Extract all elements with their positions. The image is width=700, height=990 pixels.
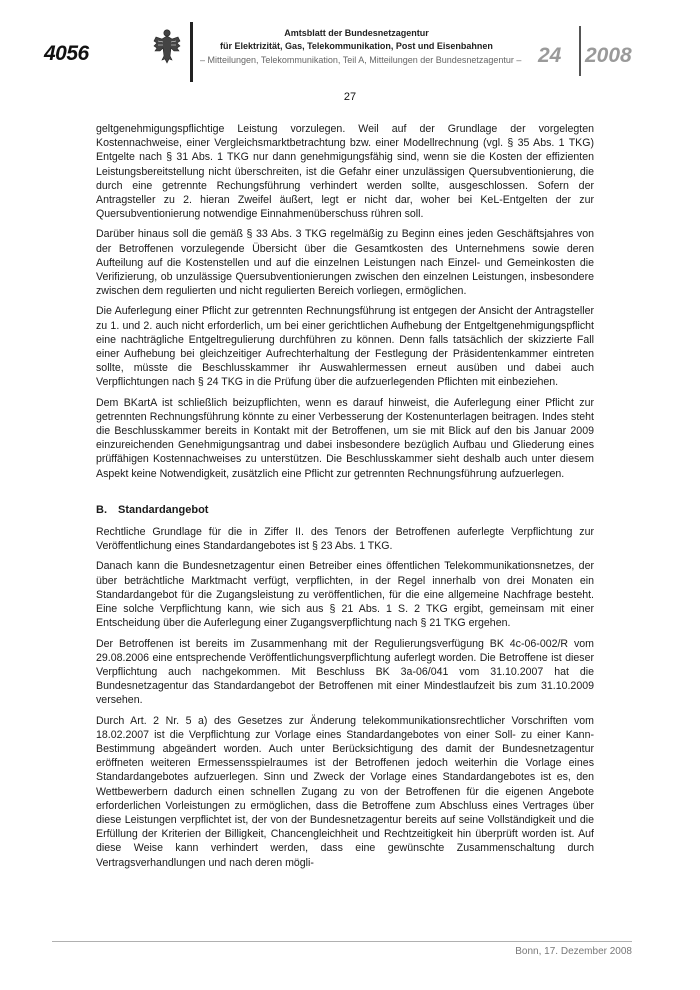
header-divider — [190, 22, 193, 82]
issue-year: 2008 — [585, 44, 632, 67]
body-text — [96, 122, 594, 876]
paragraph: Rechtliche Grundlage für die in Ziffer II. des Tenors der Betroffenen auferlegte Verpflichtung zur Veröffentlichung eines Standardangebotes ist § 23 Abs. 1 TKG. — [96, 526, 594, 553]
paragraph: Darüber hinaus soll die gemäß § 33 Abs. 3 TKG regelmäßig zu Beginn eines jeden Geschäftsjahres von der Betroffenen vorzulegende Übersicht über die Gesamtkosten des Unternehmens sowie deren Aufteilung auf die Kostenstellen und auf die einzelnen Leistungen nach Einzel- und Gemeinkosten die Verifizierung, ob unzulässige Quersubventionierungen zwischen den einzelnen Leistungen, insbesondere zwischen dem regulierten und nicht regulierten Bereich vorliegen, ermöglichen. — [96, 228, 594, 298]
gazette-page-number: 4056 — [44, 42, 89, 65]
issue-number: 24 — [538, 44, 562, 67]
footer-rule — [52, 941, 632, 942]
federal-eagle-icon — [152, 26, 182, 66]
publication-subtitle: für Elektrizität, Gas, Telekommunikation, Post und Eisenbahnen — [220, 41, 493, 51]
section-heading — [96, 503, 594, 517]
section-number: B. — [96, 503, 107, 516]
paragraph: Danach kann die Bundesnetzagentur einen Betreiber eines öffentlichen Telekommunikationsnetzes, der über beträchtliche Marktmacht verfügt, verpflichten, in der Regel innerhalb von drei Monaten ein Standardangebot für die Zugangsleistung zu veröffentlichen, für die eine allgemeine Nachfrage besteht. Eine solche Verpflichtung kann, wie sich aus § 21 Abs. 1 S. 2 TKG ergibt, gemeinsam mit einer Entscheidung über die Auferlegung einer Zugangsverpflichtung nach § 21 TKG ergehen. — [96, 560, 594, 630]
publication-title: Amtsblatt der Bundesnetzagentur — [284, 28, 429, 38]
issue-separator — [579, 26, 581, 76]
paragraph: Der Betroffenen ist bereits im Zusammenhang mit der Regulierungsverfügung BK 4c-06-002/R vom 29.08.2006 eine entsprechende Veröffentlichungsverpflichtung auferlegt worden. Die Betroffene ist dieser Verpflichtung auch nachgekommen. Mit Beschluss BK 3a-06/041 vom 31.10.2007 hat die Bundesnetzagentur das Standardangebot der Betroffenen mit einer Mindestlaufzeit bis zum 31.10.2009 versehen. — [96, 637, 594, 707]
paragraph: Dem BKartA ist schließlich beizupflichten, wenn es darauf hinweist, die Auferlegung einer Pflicht zur getrennten Rechnungsführung könnte zu einer Verbesserung der Kostenunterlagen beitragen. Indes steht die Beschlusskammer bereits in Kontakt mit der Betroffenen, um sie mit Blick auf den bis Januar 2009 einzureichenden Genehmigungsantrag und dabei insbesondere bezüglich Aufbau und Gliederung eines prüffähigen Kostennachweises zu unterstützen. Die Beschlusskammer sieht deshalb auch unter diesem Aspekt keine Notwendigkeit, zusätzlich eine Pflicht zur getrennten Rechnungsführung aufzuerlegen. — [96, 396, 594, 480]
footer-place-date: Bonn, 17. Dezember 2008 — [515, 946, 632, 957]
paragraph: Die Auferlegung einer Pflicht zur getrennten Rechnungsführung ist entgegen der Ansicht der Antragsteller zu 1. und 2. auch nicht erforderlich, um bei einer gerichtlichen Aufhebung der Entgeltgenehmigungspflicht eine nachträgliche Entgeltregulierung durchführen zu können. Denn falls tatsächlich der skizzierte Fall einer Aufhebung bei gleichzeitiger Aufrechterhaltung der Festlegung der Präsidentenkammer eintreten sollte, müsste die Beschlusskammer ihr Auswahlermessen erneut ausüben und dabei auch Verpflichtungen nach § 24 TKG in die Prüfung über die aufzuerlegenden Pflichten mit einbeziehen. — [96, 305, 594, 389]
paragraph: Durch Art. 2 Nr. 5 a) des Gesetzes zur Änderung telekommunikationsrechtlicher Vorschriften vom 18.02.2007 ist die Verpflichtung zur Vorlage eines Standardangebotes von einer Soll- zu einer Kann-Bestimmung abgeändert worden. Auch unter Berücksichtigung des damit der Bundesnetzagentur eröffneten weiteren Ermessensspielraumes ist der Betroffenen jedoch weiterhin die Vorlage eines Standardangebotes aufzuerlegen. Sinn und Zweck der Vorlage eines Standardangebotes ist es, den Wettbewerbern dadurch einen schnellen Zugang zu von der Betroffenen für die eigenen Angebote erforderlichen Vorleistungen zu ermöglichen, dass die Betroffene zum Abschluss eines Vertrages über diese Leistungen verpflichtet ist, der von der Bundesnetzagentur bereits auf seine Vollständigkeit und die Erfüllung der Kriterien der Billigkeit, Chancengleichheit und Rechtzeitigkeit hin überprüft worden ist. Auf diese Weise kann verhindert werden, dass eine gewünschte Zusammenschaltung durch Vertragsverhandlungen und nach deren mögli- — [96, 714, 594, 869]
paragraph: geltgenehmigungspflichtige Leistung vorzulegen. Weil auf der Grundlage der vorgelegten Kostennachweise, einer Vergleichsmarktbetrachtung bzw. einer Modellrechnung (vgl. § 35 Abs. 1 TKG) Entgelte nach § 31 Abs. 1 TKG nur dann genehmigungsfähig sind, wenn sie die Kosten der effizienten Leistungsbereitstellung nicht überschreiten, ist die Gefahr einer unzulässigen Quersubventionierung, die durch eine getrennte Rechungsführung verhindert werden sollte, ausgeschlossen. Sofern der Antragsteller zu 2. hieran Zweifel äußert, legt er nicht dar, woher bei KeL-Entgelten der zur Quersubventionierung notwendige Einnahmenüberschuss rühren soll. — [96, 123, 594, 221]
section-label: – Mitteilungen, Telekommunikation, Teil A, Mitteilungen der Bundesnetzagentur – — [200, 55, 522, 65]
document-page-number: 27 — [343, 91, 357, 103]
section-title: Standardangebot — [118, 503, 209, 516]
